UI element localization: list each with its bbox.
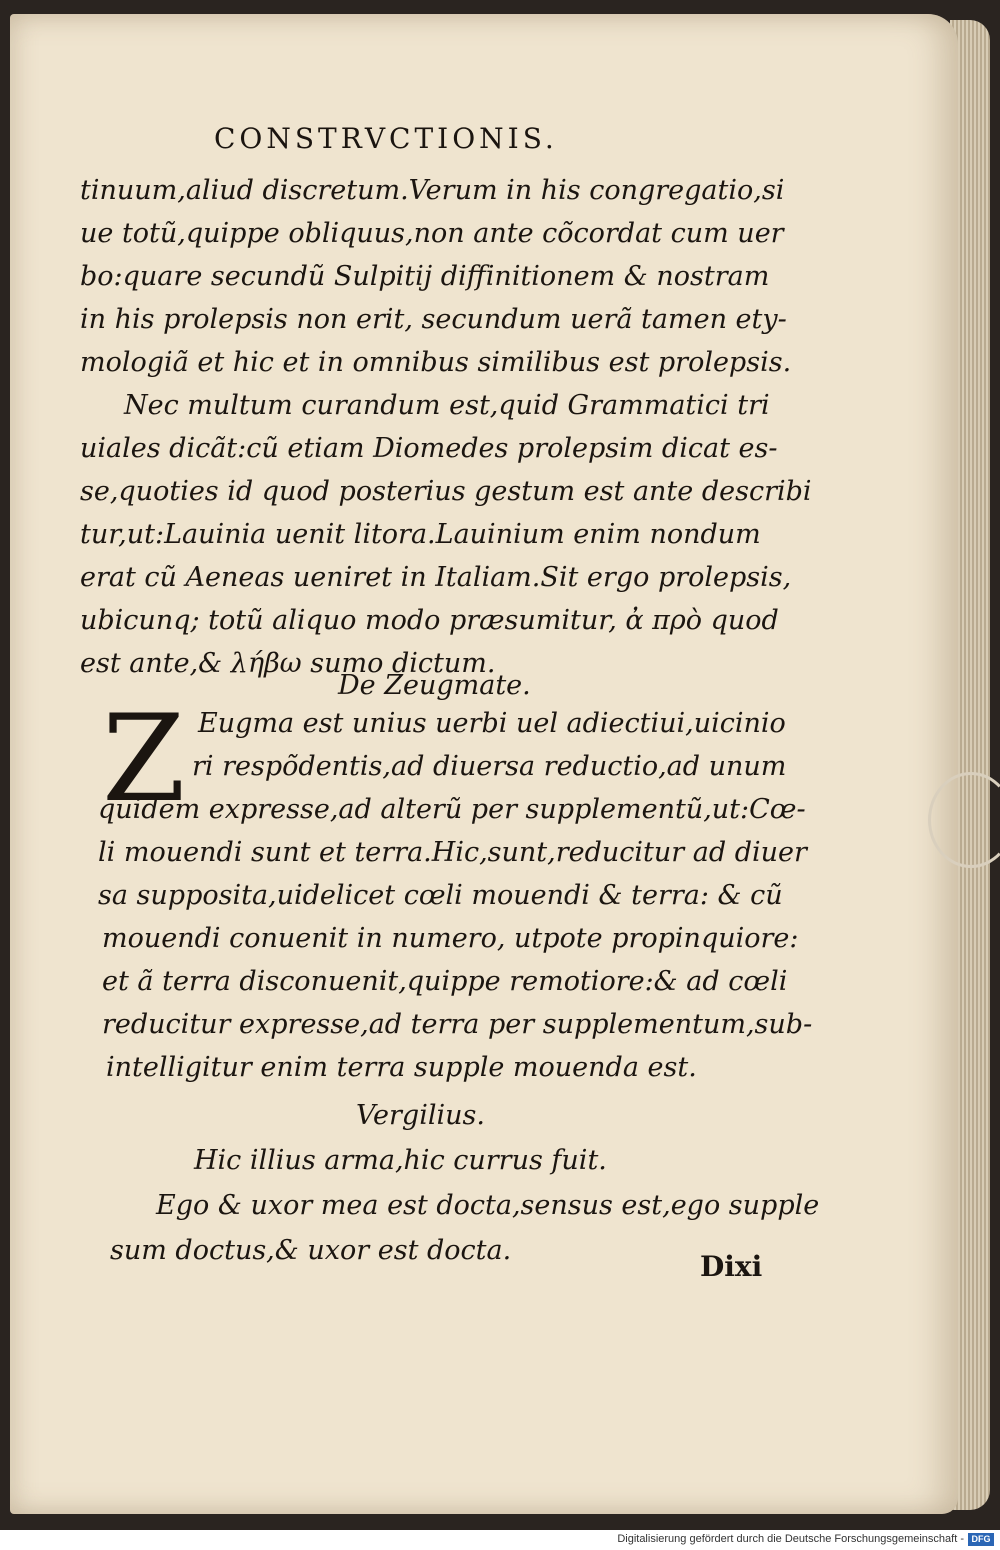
text-line: bo:quare secundũ Sulpitij diffinitionem & nostram — [80, 261, 770, 292]
text-line: in his prolepsis non erit, secundum uerã tamen ety- — [80, 304, 787, 335]
text-line: et ã terra disconuenit,quippe remotiore:& ad cœli — [102, 966, 788, 997]
footer-credit: Digitalisierung gefördert durch die Deutsche Forschungsgemeinschaft - — [617, 1533, 964, 1545]
author-heading: Vergilius. — [356, 1100, 485, 1131]
text-line: reducitur expresse,ad terra per supplementum,sub- — [102, 1009, 813, 1040]
text-line: intelligitur enim terra supple mouenda est. — [106, 1052, 697, 1083]
text-line: Nec multum curandum est,quid Grammatici tri — [124, 390, 770, 421]
section-heading: De Zeugmate. — [338, 670, 531, 701]
dfg-logo-icon: DFG — [968, 1533, 994, 1546]
text-line: tinuum,aliud discretum.Verum in his congregatio,si — [80, 175, 785, 206]
initial-letter-z: Z — [102, 690, 186, 829]
quote-line: Hic illius arma,hic currus fuit. — [194, 1145, 607, 1176]
text-line: est ante,& λήβω sumo dictum. — [80, 648, 496, 679]
text-line: erat cũ Aeneas ueniret in Italiam.Sit ergo prolepsis, — [80, 562, 792, 593]
text-line: tur,ut:Lauinia uenit litora.Lauinium enim nondum — [80, 519, 761, 550]
text-line: sa supposita,uidelicet cœli mouendi & terra: & cũ — [98, 880, 783, 911]
running-head: CONSTRVCTIONIS. — [214, 122, 558, 155]
text-line: li mouendi sunt et terra.Hic,sunt,reducitur ad diuer — [98, 837, 807, 868]
quote-line: sum doctus,& uxor est docta. — [110, 1235, 512, 1266]
text-line: ue totũ,quippe obliquus,non ante cõcordat cum uer — [80, 218, 784, 249]
footer-bar — [0, 1530, 1000, 1550]
catchword: Dixi — [700, 1250, 763, 1283]
text-line: ubicunq; totũ aliquo modo præsumitur, ἀ πρὸ quod — [80, 605, 779, 636]
text-line: mologiã et hic et in omnibus similibus est prolepsis. — [80, 347, 792, 378]
text-line: Eugma est unius uerbi uel adiectiui,uicinio — [198, 708, 786, 739]
text-line: quidem expresse,ad alterũ per supplementũ,ut:Cœ- — [98, 794, 806, 825]
text-line: ri respõdentis,ad diuersa reductio,ad unum — [192, 751, 787, 782]
text-line: uiales dicãt:cũ etiam Diomedes prolepsim dicat es- — [80, 433, 778, 464]
text-line: mouendi conuenit in numero, utpote propinquiore: — [102, 923, 799, 954]
text-line: se,quoties id quod posterius gestum est ante describi — [80, 476, 812, 507]
quote-line: Ego & uxor mea est docta,sensus est,ego supple — [156, 1190, 820, 1221]
